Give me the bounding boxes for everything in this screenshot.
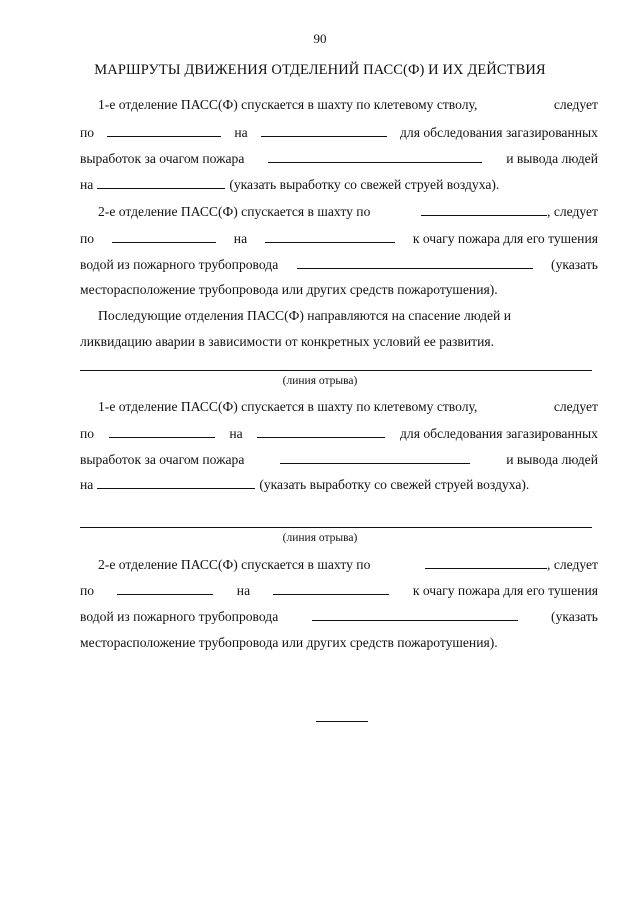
section2-copy-line3: водой из пожарного трубопровода (указать bbox=[80, 609, 598, 624]
route-blank[interactable] bbox=[265, 230, 395, 243]
route-blank[interactable] bbox=[261, 124, 387, 137]
route-blank[interactable] bbox=[107, 124, 221, 137]
section1-line4: на (указать выработку со свежей струей воздуха). bbox=[80, 177, 500, 192]
page-title: МАРШРУТЫ ДВИЖЕНИЯ ОТДЕЛЕНИЙ ПАСС(Ф) И ИХ ДЕЙСТВИЯ bbox=[94, 62, 546, 78]
route-blank[interactable] bbox=[97, 176, 225, 189]
section2-line3: водой из пожарного трубопровода (указать bbox=[80, 257, 598, 272]
route-blank[interactable] bbox=[257, 425, 385, 438]
route-blank[interactable] bbox=[273, 582, 389, 595]
page-number: 90 bbox=[313, 31, 327, 46]
section1-line2: по на для обследования загазированных bbox=[80, 125, 598, 140]
cut-line bbox=[80, 527, 592, 528]
section1-copy-line3: выработок за очагом пожара и вывода людей bbox=[80, 452, 598, 467]
section2-line1: 2-е отделение ПАСС(Ф) спускается в шахту по , следует bbox=[98, 204, 598, 219]
section2-copy-line2: по на к очагу пожара для его тушения bbox=[80, 583, 598, 598]
pipeline-blank[interactable] bbox=[312, 608, 518, 621]
route-blank[interactable] bbox=[97, 476, 255, 489]
section1-line1: 1-е отделение ПАСС(Ф) спускается в шахту по клетевому стволу, следует bbox=[98, 97, 598, 112]
section2-copy-line1: 2-е отделение ПАСС(Ф) спускается в шахту по , следует bbox=[98, 557, 598, 572]
end-divider bbox=[316, 721, 368, 722]
section2-copy-line4: месторасположение трубопровода или других средств пожаротушения). bbox=[80, 635, 498, 650]
section1-copy-line2: по на для обследования загазированных bbox=[80, 426, 598, 441]
section1-copy-line1: 1-е отделение ПАСС(Ф) спускается в шахту по клетевому стволу, следует bbox=[98, 399, 598, 414]
section3-line2: ликвидацию аварии в зависимости от конкретных условий ее развития. bbox=[80, 334, 494, 349]
cut-line-label: (линия отрыва) bbox=[282, 375, 358, 387]
route-blank[interactable] bbox=[425, 556, 547, 569]
workings-blank[interactable] bbox=[268, 150, 482, 163]
cut-line-label: (линия отрыва) bbox=[282, 532, 358, 544]
workings-blank[interactable] bbox=[280, 451, 470, 464]
route-blank[interactable] bbox=[112, 230, 216, 243]
section1-copy-line4: на (указать выработку со свежей струей воздуха). bbox=[80, 477, 530, 492]
cut-line bbox=[80, 370, 592, 371]
section1-line3: выработок за очагом пожара и вывода людей bbox=[80, 151, 598, 166]
pipeline-blank[interactable] bbox=[297, 256, 533, 269]
section2-line4: месторасположение трубопровода или других средств пожаротушения). bbox=[80, 282, 498, 297]
route-blank[interactable] bbox=[117, 582, 213, 595]
section3-line1: Последующие отделения ПАСС(Ф) направляются на спасение людей и bbox=[98, 308, 511, 323]
route-blank[interactable] bbox=[421, 203, 547, 216]
section2-line2: по на к очагу пожара для его тушения bbox=[80, 231, 598, 246]
route-blank[interactable] bbox=[109, 425, 215, 438]
